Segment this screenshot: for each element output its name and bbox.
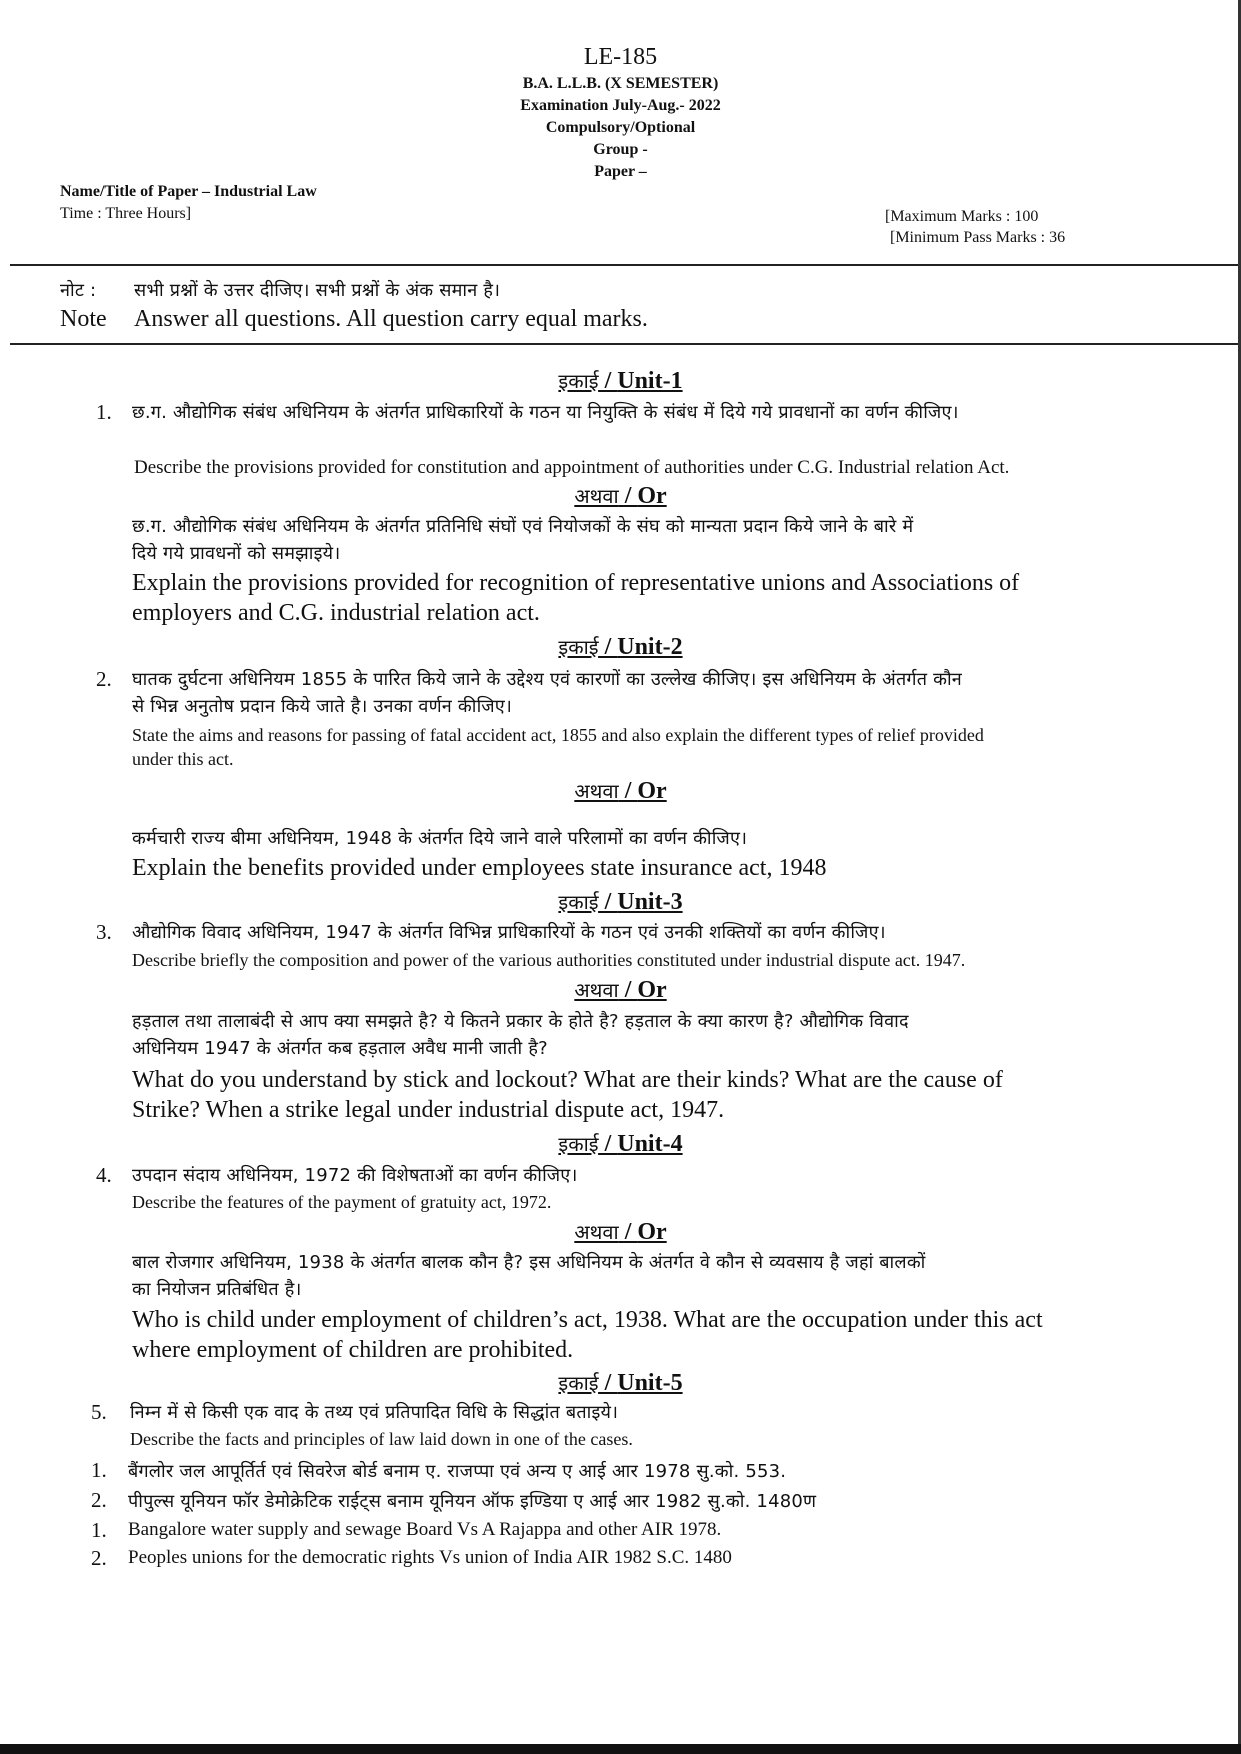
q4-alt-hindi-line1: बाल रोजगार अधिनियम, 1938 के अंतर्गत बालक कौन है? इस अधिनियम के अंतर्गत वे कौन से व्यवसाय है जहां बालकों [132, 1252, 926, 1273]
q3-english: Describe briefly the composition and power of the various authorities constituted under industrial dispute act. 1947. [132, 950, 966, 970]
question-number: 1. [96, 400, 112, 424]
unit-4-heading: इकाई / Unit-4 [558, 1131, 683, 1157]
case-number: 2. [91, 1546, 107, 1570]
q3-alt-english-line1: What do you understand by stick and lockout? What are their kinds? What are the cause of [132, 1067, 1003, 1093]
question-number: 4. [96, 1163, 112, 1187]
header-divider [10, 264, 1241, 266]
unit-5-heading: इकाई / Unit-5 [558, 1370, 683, 1396]
note-hindi-label: नोट : [60, 280, 97, 301]
or-divider: अथवा / Or [574, 483, 667, 509]
case-number: 2. [91, 1488, 107, 1512]
case-item: Bangalore water supply and sewage Board Vs A Rajappa and other AIR 1978. [128, 1519, 722, 1540]
q5-english: Describe the facts and principles of law laid down in one of the cases. [130, 1429, 633, 1449]
q4-alt-english-line2: where employment of children are prohibited. [132, 1337, 574, 1363]
q3-hindi: औद्योगिक विवाद अधिनियम, 1947 के अंतर्गत विभिन्न प्राधिकारियों के गठन एवं उनकी शक्तियों का वर्णन कीजिए। [132, 922, 886, 943]
paper-code: LE-185 [583, 44, 658, 70]
or-divider: अथवा / Or [574, 1219, 667, 1245]
unit-1-heading: इकाई / Unit-1 [558, 368, 683, 394]
question-number: 3. [96, 920, 112, 944]
note-english-label: Note [60, 306, 107, 332]
unit-2-heading: इकाई / Unit-2 [558, 634, 683, 660]
q2-hindi-line2: से भिन्न अनुतोष प्रदान किये जाते है। उनका वर्णन कीजिए। [132, 696, 512, 717]
question-number: 2. [96, 667, 112, 691]
case-item: बैंगलोर जल आपूर्तिर्त एवं सिवरेज बोर्ड बनाम ए. राजप्पा एवं अन्य ए आई आर 1978 सु.को. 553. [128, 1461, 787, 1482]
q1-hindi: छ.ग. औद्योगिक संबंध अधिनियम के अंतर्गत प्राधिकारियों के गठन या नियुक्ति के संबंध में दिये गये प्रावधानों का वर्णन कीजिए। [132, 402, 959, 423]
paper-group: Group - [593, 141, 648, 158]
q4-alt-english-line1: Who is child under employment of children’s act, 1938. What are the occupation under this act [132, 1307, 1043, 1333]
case-number: 1. [91, 1458, 107, 1482]
case-item: Peoples unions for the democratic rights Vs union of India AIR 1982 S.C. 1480 [128, 1547, 732, 1568]
case-number: 1. [91, 1518, 107, 1542]
q2-alt-hindi: कर्मचारी राज्य बीमा अधिनियम, 1948 के अंतर्गत दिये जाने वाले परिलामों का वर्णन कीजिए। [132, 828, 748, 849]
exam-time: Time : Three Hours] [60, 205, 192, 222]
question-number: 5. [91, 1400, 107, 1424]
q2-english-line1: State the aims and reasons for passing of fatal accident act, 1855 and also explain the different types of relief provided [132, 725, 984, 745]
q1-alt-hindi-line2: दिये गये प्रावधनों को समझाइये। [132, 543, 341, 564]
exam-session: Examination July-Aug.- 2022 [520, 97, 721, 114]
or-divider: अथवा / Or [574, 977, 667, 1003]
paper-type: Compulsory/Optional [545, 119, 696, 136]
course-name: B.A. L.L.B. (X SEMESTER) [522, 75, 719, 92]
q4-english: Describe the features of the payment of gratuity act, 1972. [132, 1192, 552, 1212]
note-divider [10, 343, 1241, 345]
q1-alt-hindi-line1: छ.ग. औद्योगिक संबंध अधिनियम के अंतर्गत प्रतिनिधि संघों एवं नियोजकों के संघ को मान्यता प्रदान किये जाने के बारे में [132, 516, 914, 537]
q3-alt-hindi-line1: हड़ताल तथा तालाबंदी से आप क्या समझते है? ये कितने प्रकार के होते है? हड़ताल के क्या कारण है? औद्योगिक विवाद [132, 1011, 909, 1032]
q3-alt-english-line2: Strike? When a strike legal under industrial dispute act, 1947. [132, 1097, 725, 1123]
minimum-pass-marks: [Minimum Pass Marks : 36 [890, 229, 1066, 246]
q1-alt-english-line2: employers and C.G. industrial relation act. [132, 600, 540, 626]
paper-title: Name/Title of Paper – Industrial Law [60, 183, 317, 200]
or-divider: अथवा / Or [574, 778, 667, 804]
q4-alt-hindi-line2: का नियोजन प्रतिबंधित है। [132, 1279, 302, 1300]
q1-alt-english-line1: Explain the provisions provided for recognition of representative unions and Associations of [132, 570, 1020, 596]
scan-bottom-edge [0, 1744, 1241, 1754]
case-item: पीपुल्स यूनियन फॉर डेमोक्रेटिक राईट्स बनाम यूनियन ऑफ इण्डिया ए आई आर 1982 सु.को. 1480ण [128, 1491, 817, 1512]
unit-3-heading: इकाई / Unit-3 [558, 889, 683, 915]
paper-number: Paper – [594, 163, 647, 180]
q2-alt-english: Explain the benefits provided under employees state insurance act, 1948 [132, 855, 827, 881]
maximum-marks: [Maximum Marks : 100 [885, 208, 1039, 225]
note-hindi-text: सभी प्रश्नों के उत्तर दीजिए। सभी प्रश्नों के अंक समान है। [134, 280, 501, 301]
q1-english: Describe the provisions provided for constitution and appointment of authorities under C.G. Industrial relation Act. [134, 457, 1010, 478]
q4-hindi: उपदान संदाय अधिनियम, 1972 की विशेषताओं का वर्णन कीजिए। [132, 1165, 578, 1186]
q2-english-line2: under this act. [132, 749, 234, 769]
q3-alt-hindi-line2: अधिनियम 1947 के अंतर्गत कब हड़ताल अवैध मानी जाती है? [132, 1038, 548, 1059]
q2-hindi-line1: घातक दुर्घटना अधिनियम 1855 के पारित किये जाने के उद्देश्य एवं कारणों का उल्लेख कीजिए। इस अधिनियम के अंतर्गत कौन [132, 669, 962, 690]
q5-hindi: निम्न में से किसी एक वाद के तथ्य एवं प्रतिपादित विधि के सिद्धांत बताइये। [130, 1402, 619, 1423]
note-english-text: Answer all questions. All question carry equal marks. [134, 306, 648, 332]
